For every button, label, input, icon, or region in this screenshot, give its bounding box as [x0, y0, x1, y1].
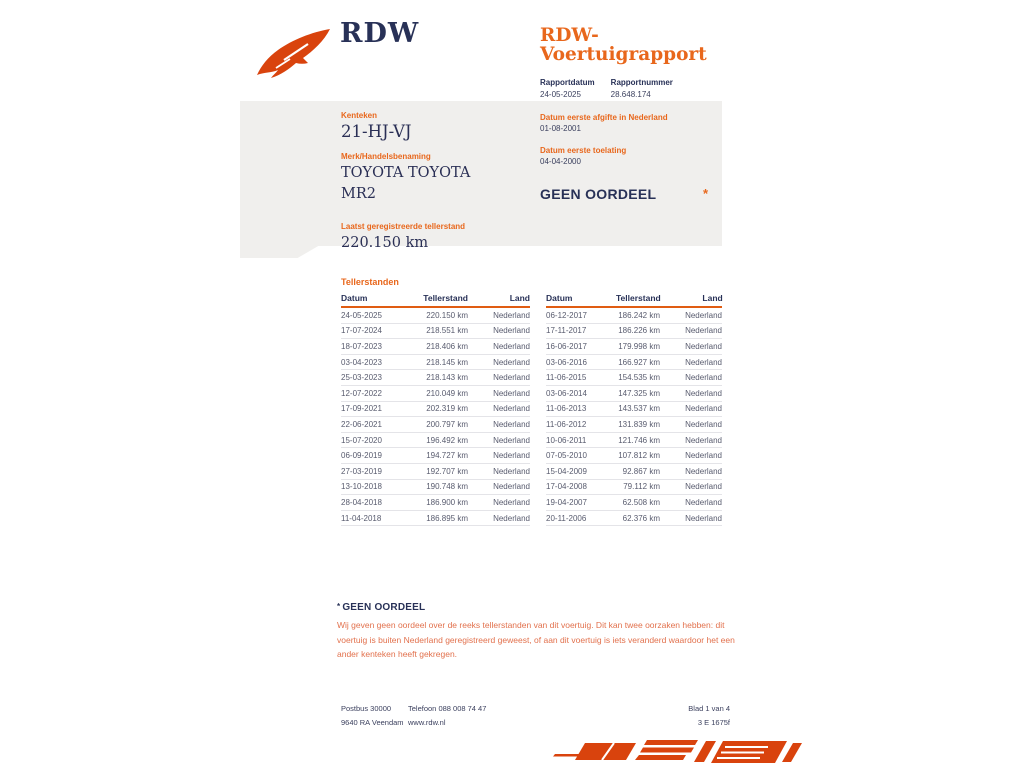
- summary-box-tail: [240, 245, 320, 258]
- table-row: [341, 339, 530, 355]
- oordeel-value: GEEN OORDEEL: [540, 186, 657, 202]
- country-cell: Nederland: [493, 419, 530, 429]
- country-cell: Nederland: [493, 310, 530, 320]
- date-cell: 20-11-2006: [546, 513, 587, 523]
- merk-value-line1: TOYOTA TOYOTA: [341, 164, 471, 181]
- date-cell: 03-06-2016: [546, 357, 587, 367]
- date-cell: 06-09-2019: [341, 451, 382, 461]
- column-header-land: Land: [509, 293, 530, 303]
- country-cell: Nederland: [685, 341, 722, 351]
- table-row: [341, 511, 530, 527]
- date-cell: 15-07-2020: [341, 435, 382, 445]
- country-cell: Nederland: [493, 435, 530, 445]
- odometer-cell: 192.707 km: [426, 466, 468, 476]
- table-header: [546, 293, 722, 308]
- country-cell: Nederland: [685, 326, 722, 336]
- footnote-title-text: GEEN OORDEEL: [342, 602, 426, 613]
- column-header-land: Land: [702, 293, 723, 303]
- rdw-feather-icon: [256, 28, 332, 78]
- odometer-cell: 218.145 km: [426, 357, 468, 367]
- country-cell: Nederland: [685, 513, 722, 523]
- toelating-value: 04-04-2000: [540, 157, 581, 166]
- date-cell: 03-04-2023: [341, 357, 382, 367]
- rdw-wing-graphic: [540, 738, 802, 768]
- table-row: [546, 495, 722, 511]
- country-cell: Nederland: [685, 419, 722, 429]
- country-cell: Nederland: [493, 326, 530, 336]
- summary-left-column: [341, 111, 531, 254]
- country-cell: Nederland: [493, 482, 530, 492]
- odometer-cell: 186.242 km: [618, 310, 660, 320]
- odometer-cell: 92.867 km: [622, 466, 660, 476]
- odometer-cell: 179.998 km: [618, 341, 660, 351]
- odometer-cell: 202.319 km: [426, 404, 468, 414]
- odometer-cell: 186.226 km: [618, 326, 660, 336]
- table-row: [546, 324, 722, 340]
- page-footer: [341, 702, 730, 730]
- footnote-text: Wij geven geen oordeel over de reeks tellerstanden van dit voertuig. Dit kan twee oorzaken hebben: dit voertuig is buiten Nederland geregistreerd geweest, of aan dit voertuig is iets veranderd waardoor het een ander kenteken heeft gekregen.: [337, 620, 735, 659]
- footer-page-number: Blad 1 van 4: [688, 704, 730, 713]
- odometer-cell: 62.376 km: [622, 513, 660, 523]
- toelating-label: Datum eerste toelating: [540, 146, 627, 155]
- report-meta: [540, 78, 740, 99]
- country-cell: Nederland: [685, 404, 722, 414]
- country-cell: Nederland: [685, 451, 722, 461]
- table-body: [546, 308, 722, 526]
- odometer-cell: 166.927 km: [618, 357, 660, 367]
- merk-value-line2: MR2: [341, 185, 376, 202]
- date-cell: 17-09-2021: [341, 404, 382, 414]
- table-row: [546, 448, 722, 464]
- odometer-cell: 186.895 km: [426, 513, 468, 523]
- country-cell: Nederland: [493, 513, 530, 523]
- table-row: [341, 464, 530, 480]
- footer-address-line1: Postbus 30000: [341, 704, 392, 713]
- table-row: [546, 402, 722, 418]
- odometer-cell: 154.535 km: [618, 373, 660, 383]
- odometer-cell: 218.143 km: [426, 373, 468, 383]
- country-cell: Nederland: [493, 497, 530, 507]
- odometer-cell: 62.508 km: [622, 497, 660, 507]
- table-row: [341, 417, 530, 433]
- odometer-cell: 218.406 km: [426, 341, 468, 351]
- kenteken-label: Kenteken: [341, 111, 378, 120]
- date-cell: 28-04-2018: [341, 497, 382, 507]
- country-cell: Nederland: [685, 435, 722, 445]
- country-cell: Nederland: [685, 373, 722, 383]
- report-date-block: [540, 78, 595, 99]
- date-cell: 18-07-2023: [341, 341, 382, 351]
- report-number-value: 28.648.174: [610, 89, 651, 99]
- footer-website-link[interactable]: www.rdw.nl: [408, 718, 446, 727]
- footer-address-line2: 9640 RA Veendam: [341, 718, 404, 727]
- footer-contact: [408, 702, 688, 730]
- odometer-cell: 218.551 km: [426, 326, 468, 336]
- country-cell: Nederland: [685, 466, 722, 476]
- country-cell: Nederland: [493, 388, 530, 398]
- odometer-cell: 220.150 km: [426, 310, 468, 320]
- table-row: [341, 448, 530, 464]
- odometer-section-title: Tellerstanden: [341, 277, 399, 287]
- table-row: [341, 495, 530, 511]
- tellerstand-label: Laatst geregistreerde tellerstand: [341, 221, 466, 231]
- odometer-table-left: [341, 293, 530, 526]
- date-cell: 12-07-2022: [341, 388, 382, 398]
- odometer-cell: 107.812 km: [618, 451, 660, 461]
- odometer-cell: 131.839 km: [618, 419, 660, 429]
- report-number-block: [611, 78, 673, 99]
- date-cell: 22-06-2021: [341, 419, 382, 429]
- country-cell: Nederland: [493, 466, 530, 476]
- country-cell: Nederland: [685, 388, 722, 398]
- table-row: [341, 402, 530, 418]
- date-cell: 06-12-2017: [546, 310, 587, 320]
- date-cell: 17-07-2024: [341, 326, 382, 336]
- table-row: [546, 511, 722, 527]
- date-cell: 15-04-2009: [546, 466, 587, 476]
- column-header-tellerstand: Tellerstand: [423, 293, 468, 303]
- table-row: [546, 464, 722, 480]
- odometer-cell: 190.748 km: [426, 482, 468, 492]
- odometer-cell: 147.325 km: [618, 388, 660, 398]
- afgifte-label: Datum eerste afgifte in Nederland: [540, 113, 668, 122]
- date-cell: 13-10-2018: [341, 482, 382, 492]
- odometer-table-right: [546, 293, 722, 526]
- column-header-tellerstand: Tellerstand: [616, 293, 661, 303]
- date-cell: 03-06-2014: [546, 388, 587, 398]
- table-header: [341, 293, 530, 308]
- date-cell: 25-03-2023: [341, 373, 382, 383]
- date-cell: 11-04-2018: [341, 513, 382, 523]
- odometer-cell: 79.112 km: [623, 482, 660, 492]
- table-row: [341, 370, 530, 386]
- table-row: [341, 433, 530, 449]
- column-header-datum: Datum: [546, 293, 573, 303]
- footer-page-info: [688, 702, 730, 730]
- table-row: [546, 386, 722, 402]
- country-cell: Nederland: [685, 497, 722, 507]
- footer-phone: Telefoon 088 008 74 47: [408, 704, 487, 713]
- table-row: [341, 324, 530, 340]
- table-row: [341, 308, 530, 324]
- date-cell: 11-06-2013: [546, 404, 587, 414]
- date-cell: 16-06-2017: [546, 341, 587, 351]
- tellerstand-value: 220.150 km: [341, 234, 429, 251]
- odometer-tables: [341, 293, 722, 526]
- vehicle-summary-box: [240, 101, 722, 251]
- table-row: [546, 339, 722, 355]
- date-cell: 11-06-2015: [546, 373, 587, 383]
- table-row: [546, 355, 722, 371]
- date-cell: 17-04-2008: [546, 482, 587, 492]
- table-row: [546, 308, 722, 324]
- report-title: RDW-Voertuigrapport: [540, 25, 707, 66]
- odometer-cell: 143.537 km: [618, 404, 660, 414]
- odometer-cell: 196.492 km: [426, 435, 468, 445]
- country-cell: Nederland: [685, 357, 722, 367]
- date-cell: 11-06-2012: [546, 419, 587, 429]
- date-cell: 17-11-2017: [546, 326, 587, 336]
- date-cell: 10-06-2011: [546, 435, 587, 445]
- report-number-label: Rapportnummer: [610, 77, 673, 87]
- oordeel-asterisk: *: [702, 186, 708, 201]
- rdw-logotype: RDW: [340, 18, 420, 49]
- report-date-label: Rapportdatum: [540, 77, 595, 87]
- geen-oordeel-footnote: [337, 602, 737, 662]
- kenteken-value: 21-HJ-VJ: [341, 122, 412, 141]
- odometer-section: [341, 277, 722, 526]
- date-cell: 27-03-2019: [341, 466, 382, 476]
- odometer-cell: 194.727 km: [426, 451, 468, 461]
- table-body: [341, 308, 530, 526]
- country-cell: Nederland: [493, 373, 530, 383]
- column-header-datum: Datum: [341, 293, 368, 303]
- report-date-value: 24-05-2025: [540, 89, 581, 99]
- date-cell: 24-05-2025: [341, 310, 382, 320]
- odometer-cell: 200.797 km: [426, 419, 468, 429]
- afgifte-value: 01-08-2001: [540, 124, 581, 133]
- country-cell: Nederland: [493, 451, 530, 461]
- odometer-cell: 210.049 km: [426, 388, 468, 398]
- summary-right-column: [540, 113, 708, 202]
- table-row: [546, 433, 722, 449]
- odometer-cell: 186.900 km: [426, 497, 468, 507]
- odometer-cell: 121.746 km: [618, 435, 660, 445]
- merk-label: Merk/Handelsbenaming: [341, 151, 431, 161]
- rdw-logo: [256, 20, 419, 78]
- table-row: [341, 480, 530, 496]
- country-cell: Nederland: [493, 404, 530, 414]
- country-cell: Nederland: [685, 482, 722, 492]
- table-row: [546, 370, 722, 386]
- report-header: [540, 26, 740, 99]
- country-cell: Nederland: [493, 341, 530, 351]
- table-row: [341, 386, 530, 402]
- footer-address: [341, 702, 408, 730]
- table-row: [546, 480, 722, 496]
- footer-form-code: 3 E 1675f: [697, 718, 730, 727]
- footnote-asterisk: *: [337, 602, 341, 611]
- date-cell: 07-05-2010: [546, 451, 587, 461]
- oordeel-row: [540, 186, 708, 202]
- table-row: [341, 355, 530, 371]
- footnote-title: [337, 602, 737, 613]
- date-cell: 19-04-2007: [546, 497, 587, 507]
- country-cell: Nederland: [493, 357, 530, 367]
- table-row: [546, 417, 722, 433]
- country-cell: Nederland: [685, 310, 722, 320]
